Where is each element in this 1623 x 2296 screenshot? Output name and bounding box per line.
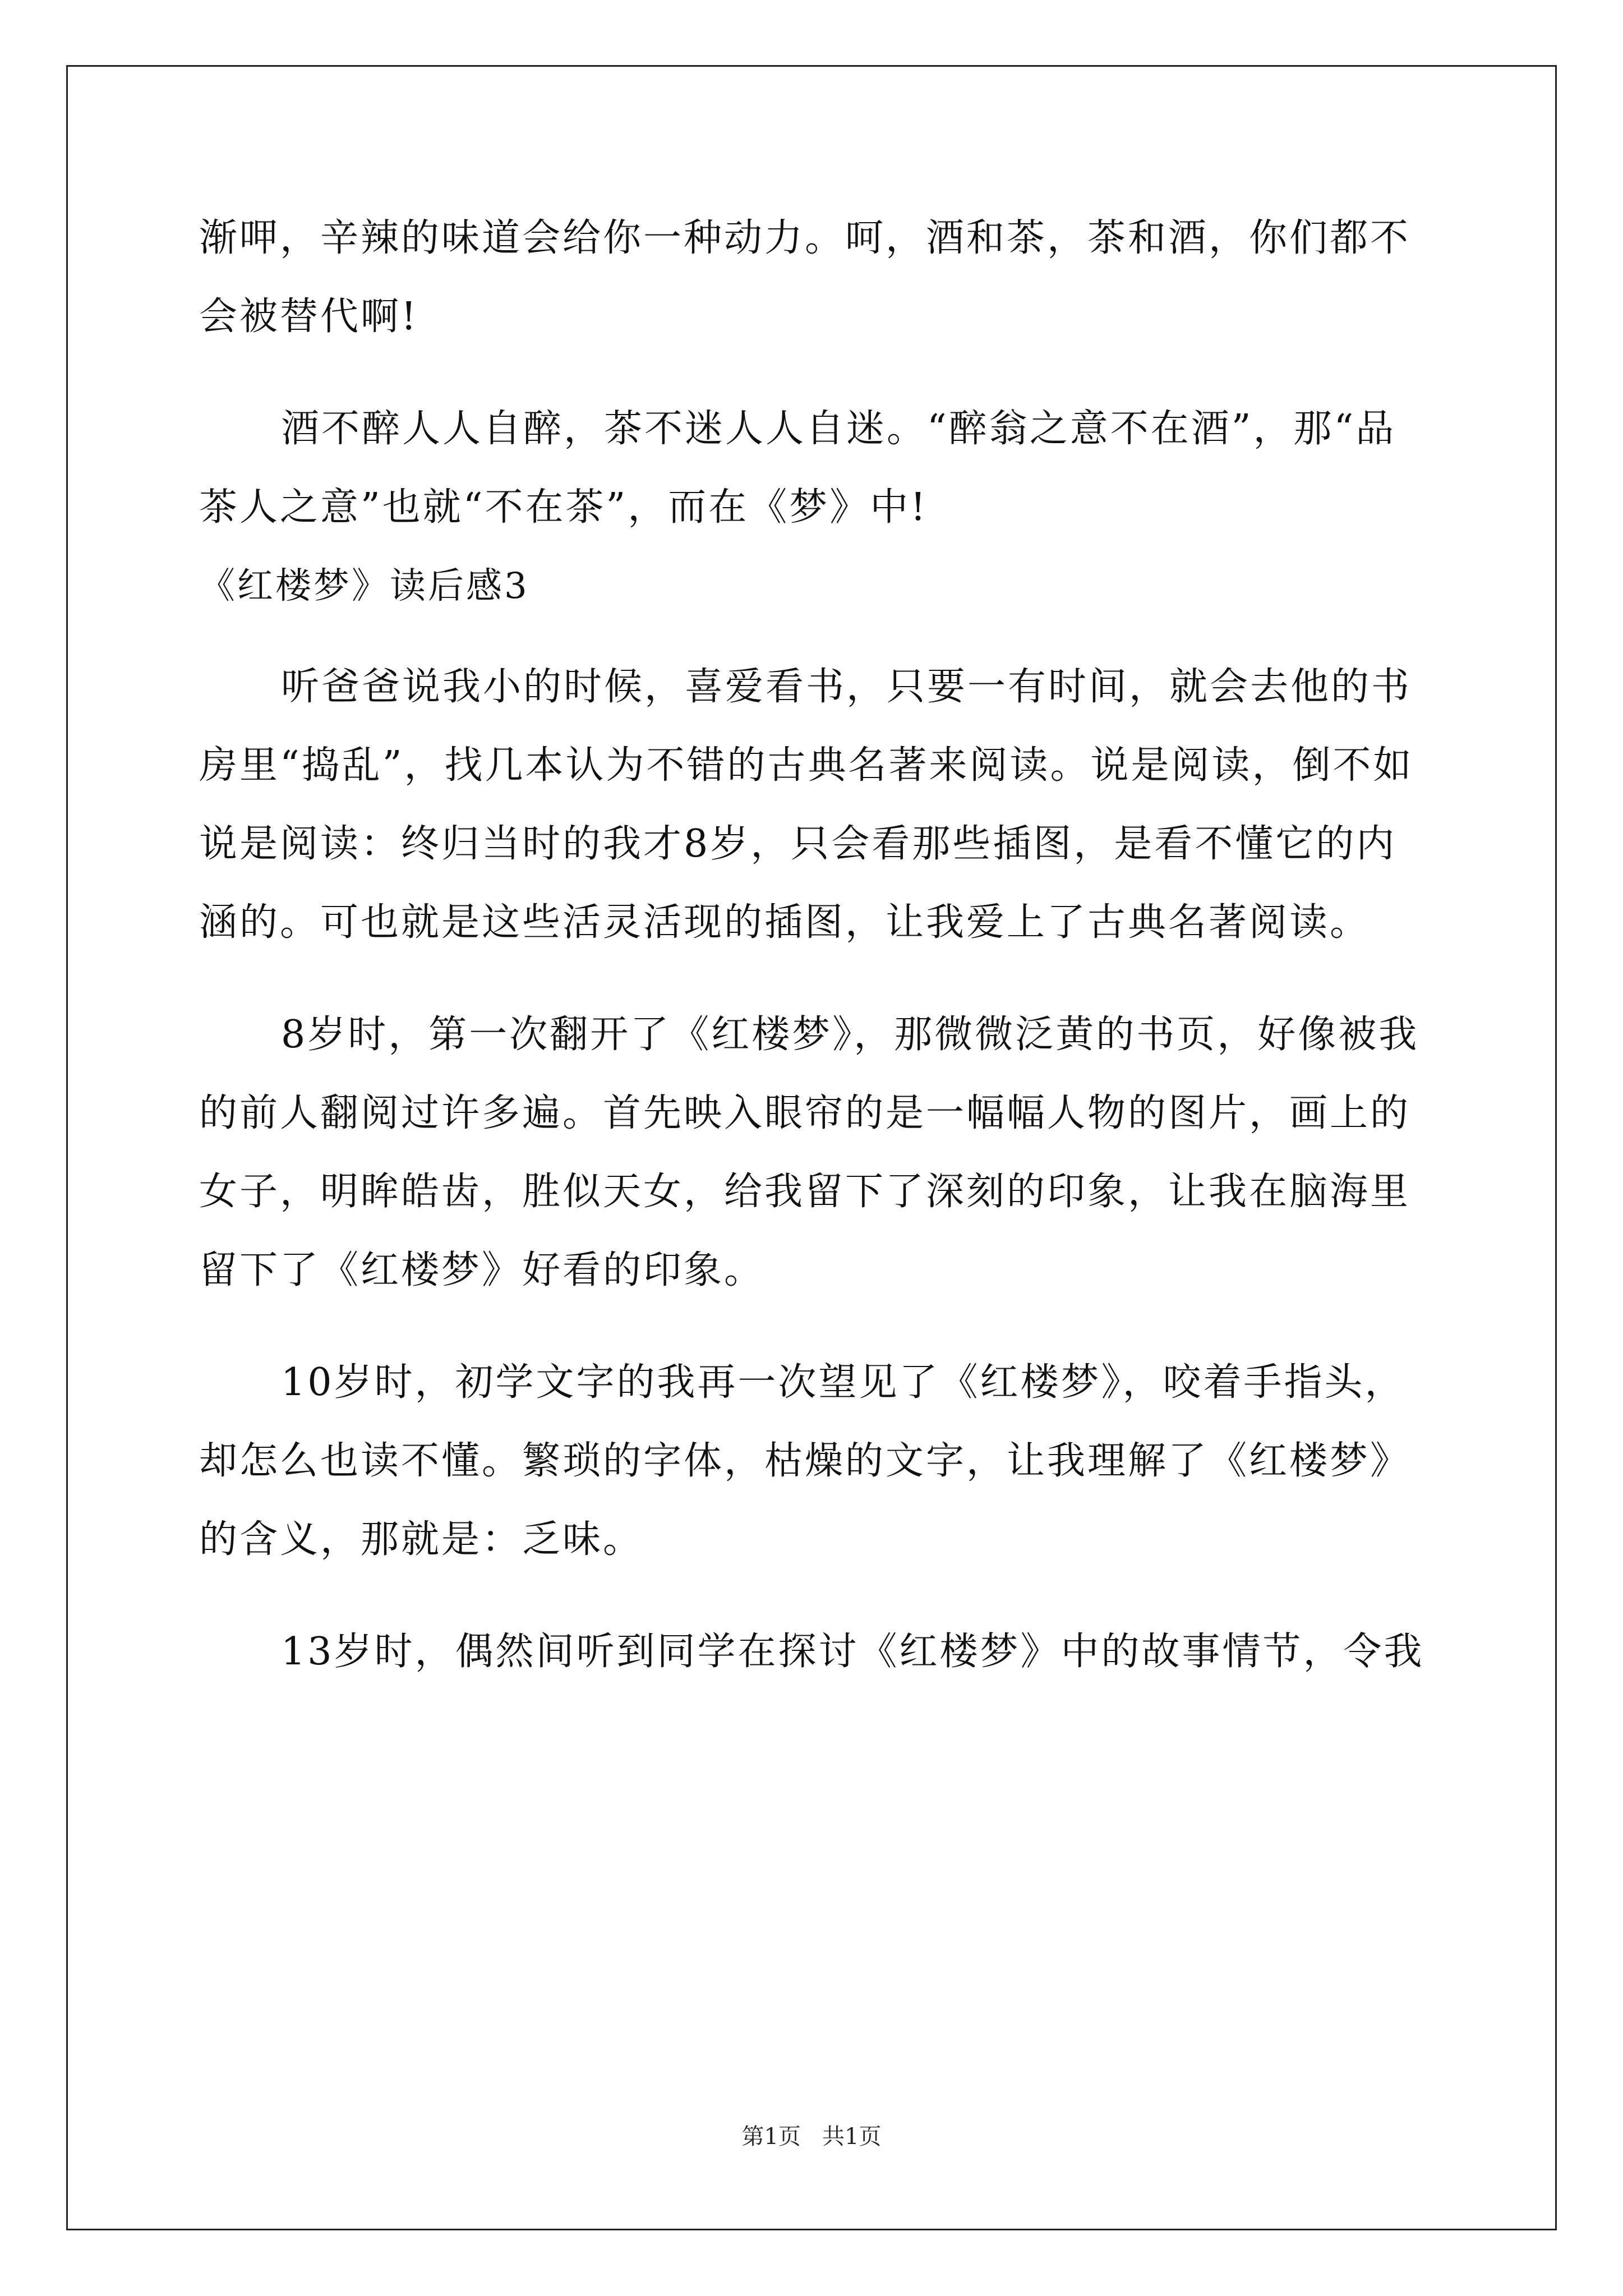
page-footer: 第1页 共1页	[741, 2124, 882, 2150]
section-heading: 《红楼梦》读后感3	[199, 565, 529, 607]
paragraph-line: 会被替代啊!	[199, 295, 419, 339]
page-border	[66, 65, 1557, 2230]
paragraph-line: 涵的。可也就是这些活灵活现的插图，让我爱上了古典名著阅读。	[199, 900, 1371, 945]
paragraph-line: 8岁时，第一次翻开了《红楼梦》，那微微泛黄的书页，好像被我	[281, 1013, 1419, 1057]
paragraph-line: 听爸爸说我小的时候，喜爱看书，只要一有时间，就会去他的书	[281, 665, 1412, 709]
paragraph-line: 说是阅读：终归当时的我才8岁，只会看那些插图，是看不懂它的内	[199, 822, 1397, 866]
paragraph-line: 女子，明眸皓齿，胜似天女，给我留下了深刻的印象，让我在脑海里	[199, 1170, 1411, 1214]
paragraph-line: 茶人之意”也就“不在茶”，而在《梦》中!	[199, 485, 928, 530]
paragraph-line: 留下了《红楼梦》好看的印象。	[199, 1248, 765, 1292]
paragraph-line: 酒不醉人人自醉，茶不迷人人自迷。“醉翁之意不在酒”，那“品	[281, 407, 1396, 451]
paragraph-line: 却怎么也读不懂。繁琐的字体，枯燥的文字，让我理解了《红楼梦》	[199, 1439, 1411, 1483]
paragraph-line: 房里“捣乱”，找几本认为不错的古典名著来阅读。说是阅读，倒不如	[199, 743, 1414, 788]
paragraph-line: 10岁时，初学文字的我再一次望见了《红楼梦》，咬着手指头，	[281, 1360, 1405, 1405]
paragraph-line: 的前人翻阅过许多遍。首先映入眼帘的是一幅幅人物的图片，画上的	[199, 1091, 1411, 1135]
paragraph-line: 13岁时，偶然间听到同学在探讨《红楼梦》中的故事情节，令我	[281, 1630, 1424, 1674]
paragraph-line: 的含义，那就是：乏味。	[199, 1517, 644, 1562]
paragraph-line: 渐呷，辛辣的味道会给你一种动力。呵，酒和茶，茶和酒，你们都不	[199, 216, 1411, 260]
